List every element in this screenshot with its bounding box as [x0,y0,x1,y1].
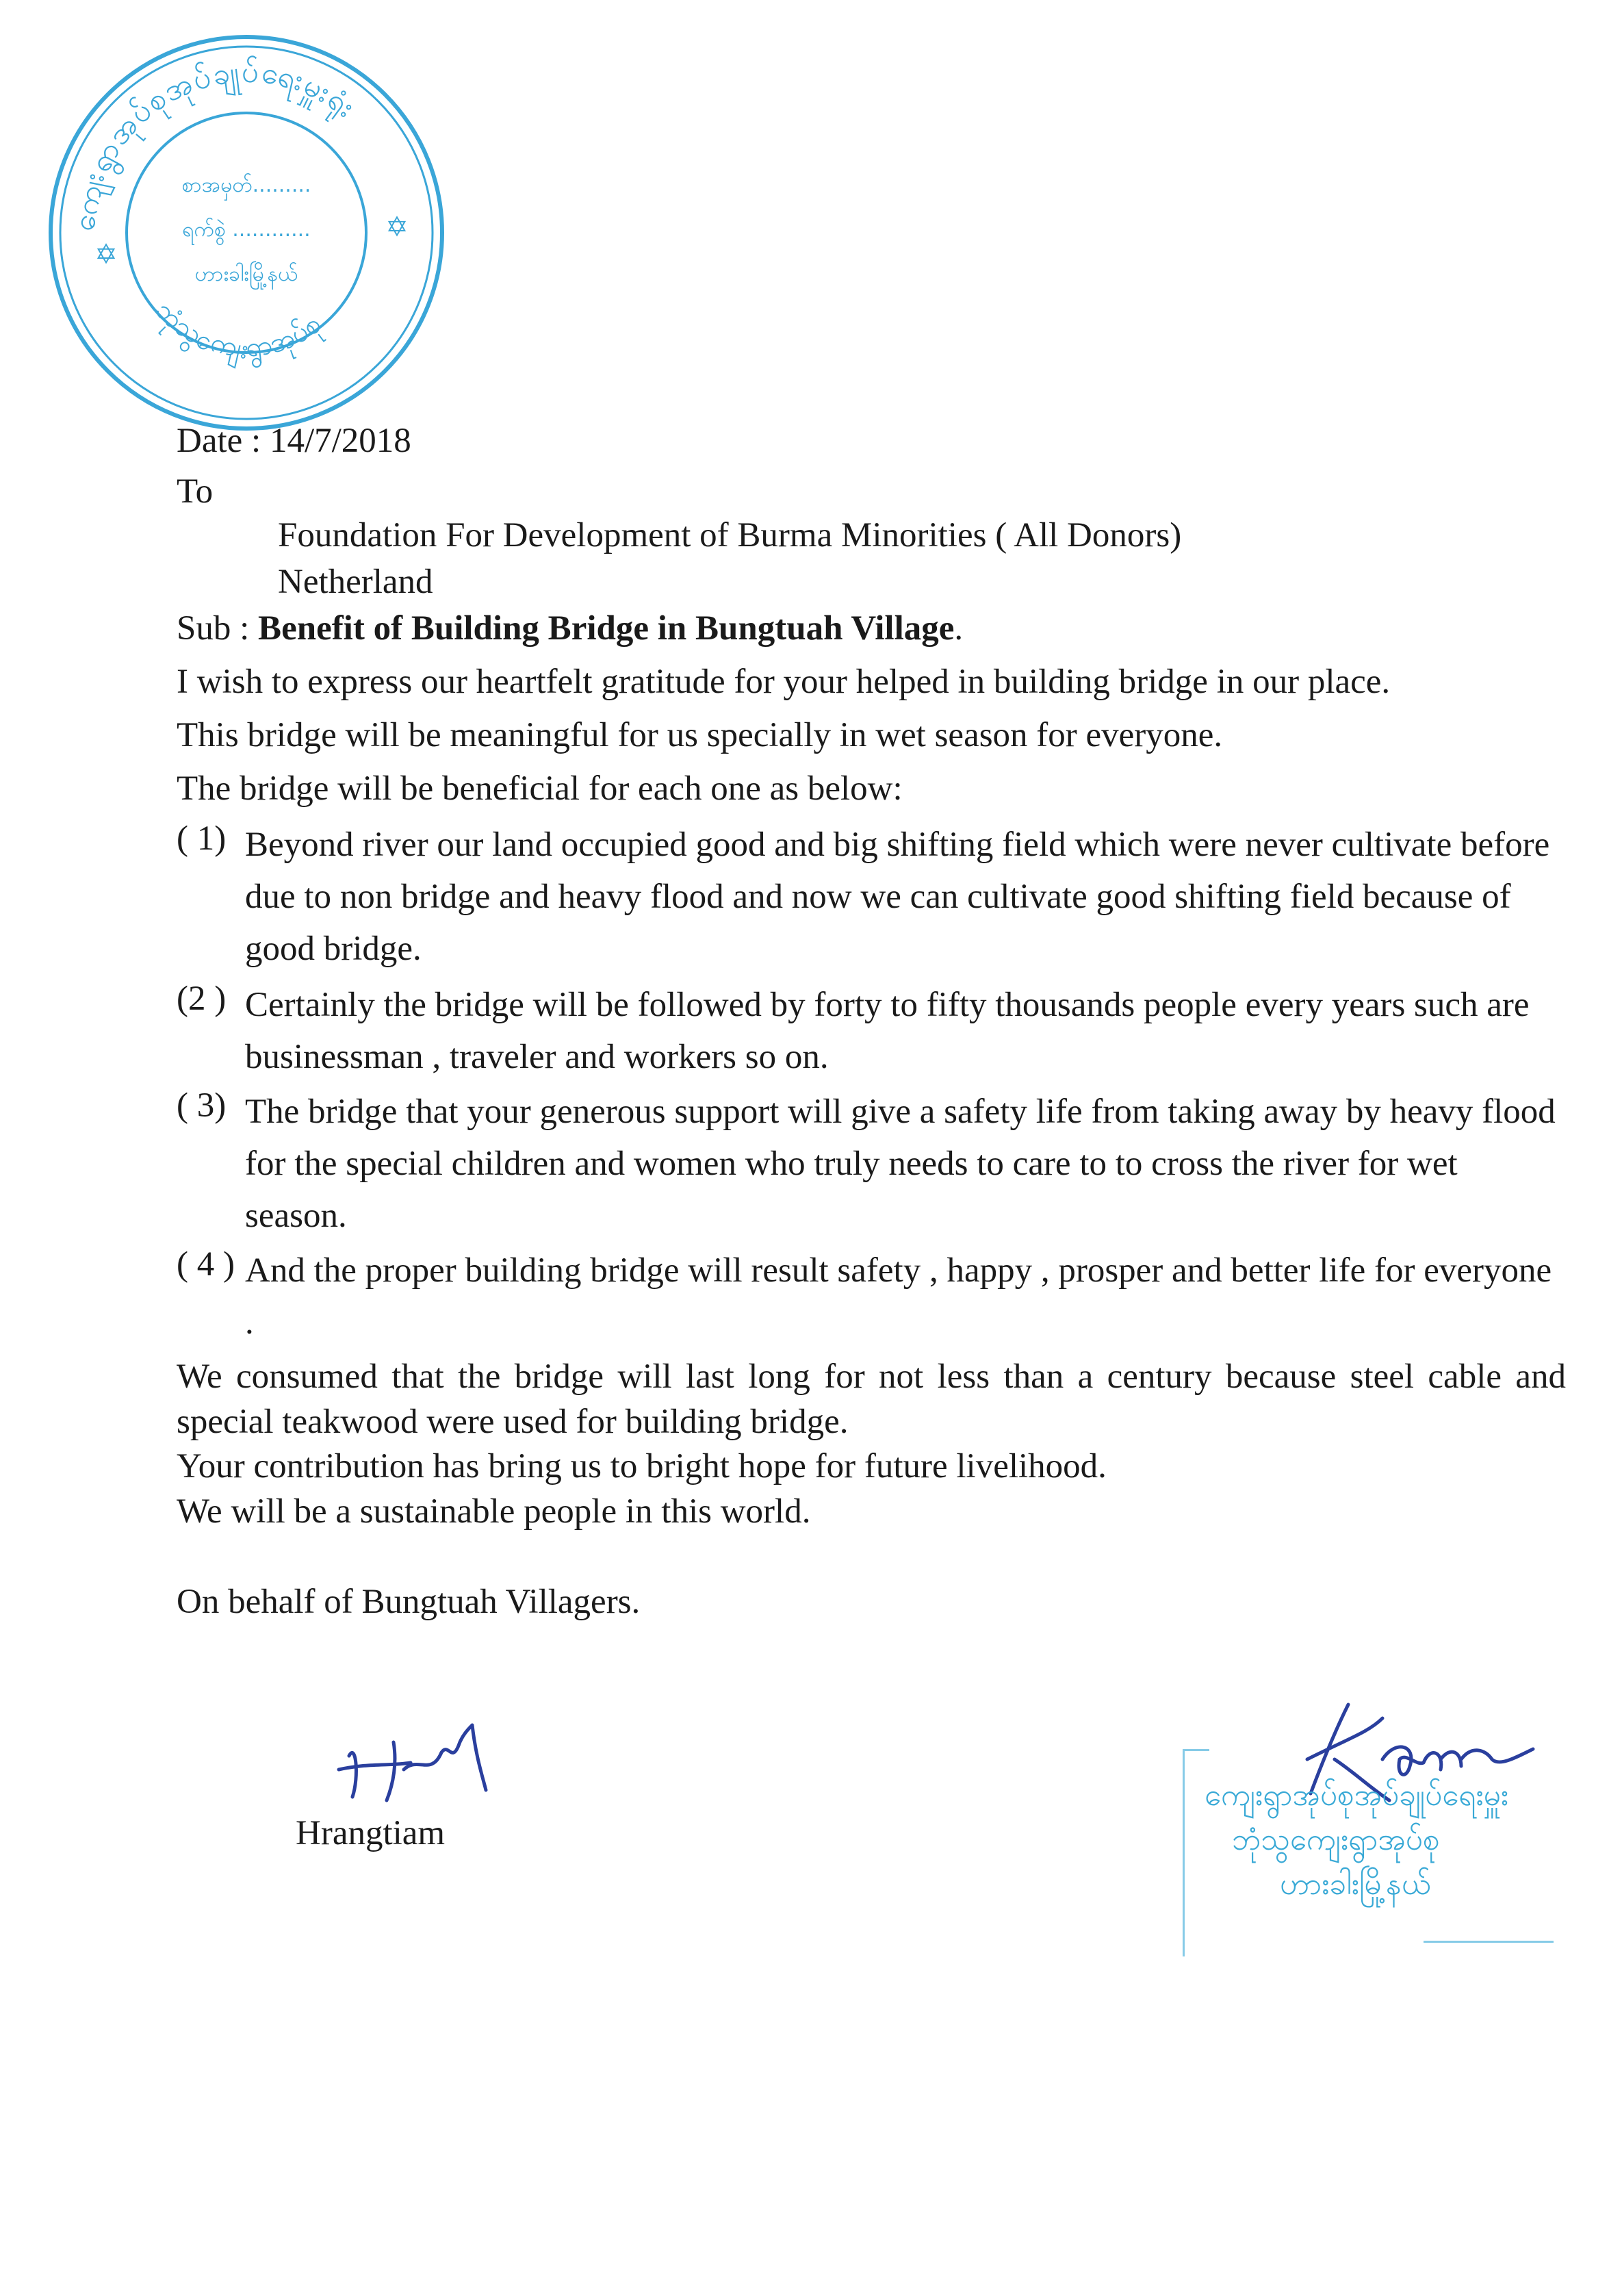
letter-date: Date : 14/7/2018 [177,422,411,460]
recipient-country: Netherland [278,563,433,601]
list-item-number: ( 4 ) [177,1245,235,1284]
list-item-number: ( 1) [177,819,227,858]
stamp-line-3: ဟားခါးမြို့နယ် [194,262,298,286]
svg-text:ဘုံသွကျေးရွာအုပ်စု [145,294,330,371]
stamp-line-2: ရက်စွဲ ............ [182,218,311,242]
paragraph-durability: We consumed that the bridge will last long for not less than a century because steel cable and special teakwood were used for building bridge. [177,1357,1566,1441]
subject-line [177,608,963,650]
paragraph-beneficial: The bridge will be beneficial for each one as below: [177,769,903,808]
star-icon: ✡ [94,239,118,270]
signature-hrangtiam [329,1715,506,1811]
list-item-number: ( 3) [177,1086,227,1125]
star-icon: ✡ [385,212,409,242]
subject-text: Benefit of Building Bridge in Bungtuah Village [258,609,955,648]
subject-suffix: . [954,609,964,648]
blue-stamp-line-1: ကျေးရွာအုပ်စုအုပ်ချုပ်ရေးမှူး [1205,1778,1508,1813]
list-item-text: Beyond river our land occupied good and big shifting field which were never cultivate before due to non bridge and heavy flood and now we can cultivate good shifting field because of good bridge. [245,826,1550,968]
letter-to: To [177,472,214,511]
recipient-name: Foundation For Development of Burma Minorities ( All Donors) [278,516,1182,554]
blue-stamp-line-3: ဟားခါးမြို့နယ် [1280,1867,1431,1902]
paragraph-sustainable: We will be a sustainable people in this world. [177,1492,811,1531]
list-item-number: (2 ) [177,980,227,1018]
paragraph-contribution: Your contribution has bring us to bright hope for future livelihood. [177,1447,1107,1485]
signer-name: Hrangtiam [296,1814,446,1852]
list-item-text: Certainly the bridge will be followed by forty to fifty thousands people every years such are businessman , traveler and workers so on. [245,986,1530,1076]
stamp-line-1: စာအမှတ်......... [181,173,311,197]
official-round-stamp [41,27,452,438]
stamp-bottom-text: ဘုံသွကျေးရွာအုပ်စု [149,294,327,366]
stamp-outer-text: ကျေးရွာအုပ်စုအုပ်ချုပ်ရေးမှူးရုံး [66,54,363,234]
subject-prefix: Sub : [177,609,259,648]
list-item-text: And the proper building bridge will result safety , happy , prosper and better life for everyone . [245,1251,1552,1342]
svg-text:ကျေးရွာအုပ်စုအုပ်ချုပ်ရေးမှူးရ [66,54,363,235]
list-item-text: The bridge that your generous support will give a safety life from taking away by heavy flood for the special children and women who truly needs to care to to cross the river for wet season. [245,1093,1556,1235]
stamp-underline [1424,1941,1554,1943]
blue-stamp-line-2: ဘုံသွကျေးရွာအုပ်စု [1232,1822,1440,1857]
paragraph-gratitude: I wish to express our heartfelt gratitude for your helped in building bridge in our place. [177,663,1391,701]
paragraph-meaningful: This bridge will be meaningful for us specially in wet season for everyone. [177,716,1223,754]
behalf-line: On behalf of Bungtuah Villagers. [177,1583,641,1621]
